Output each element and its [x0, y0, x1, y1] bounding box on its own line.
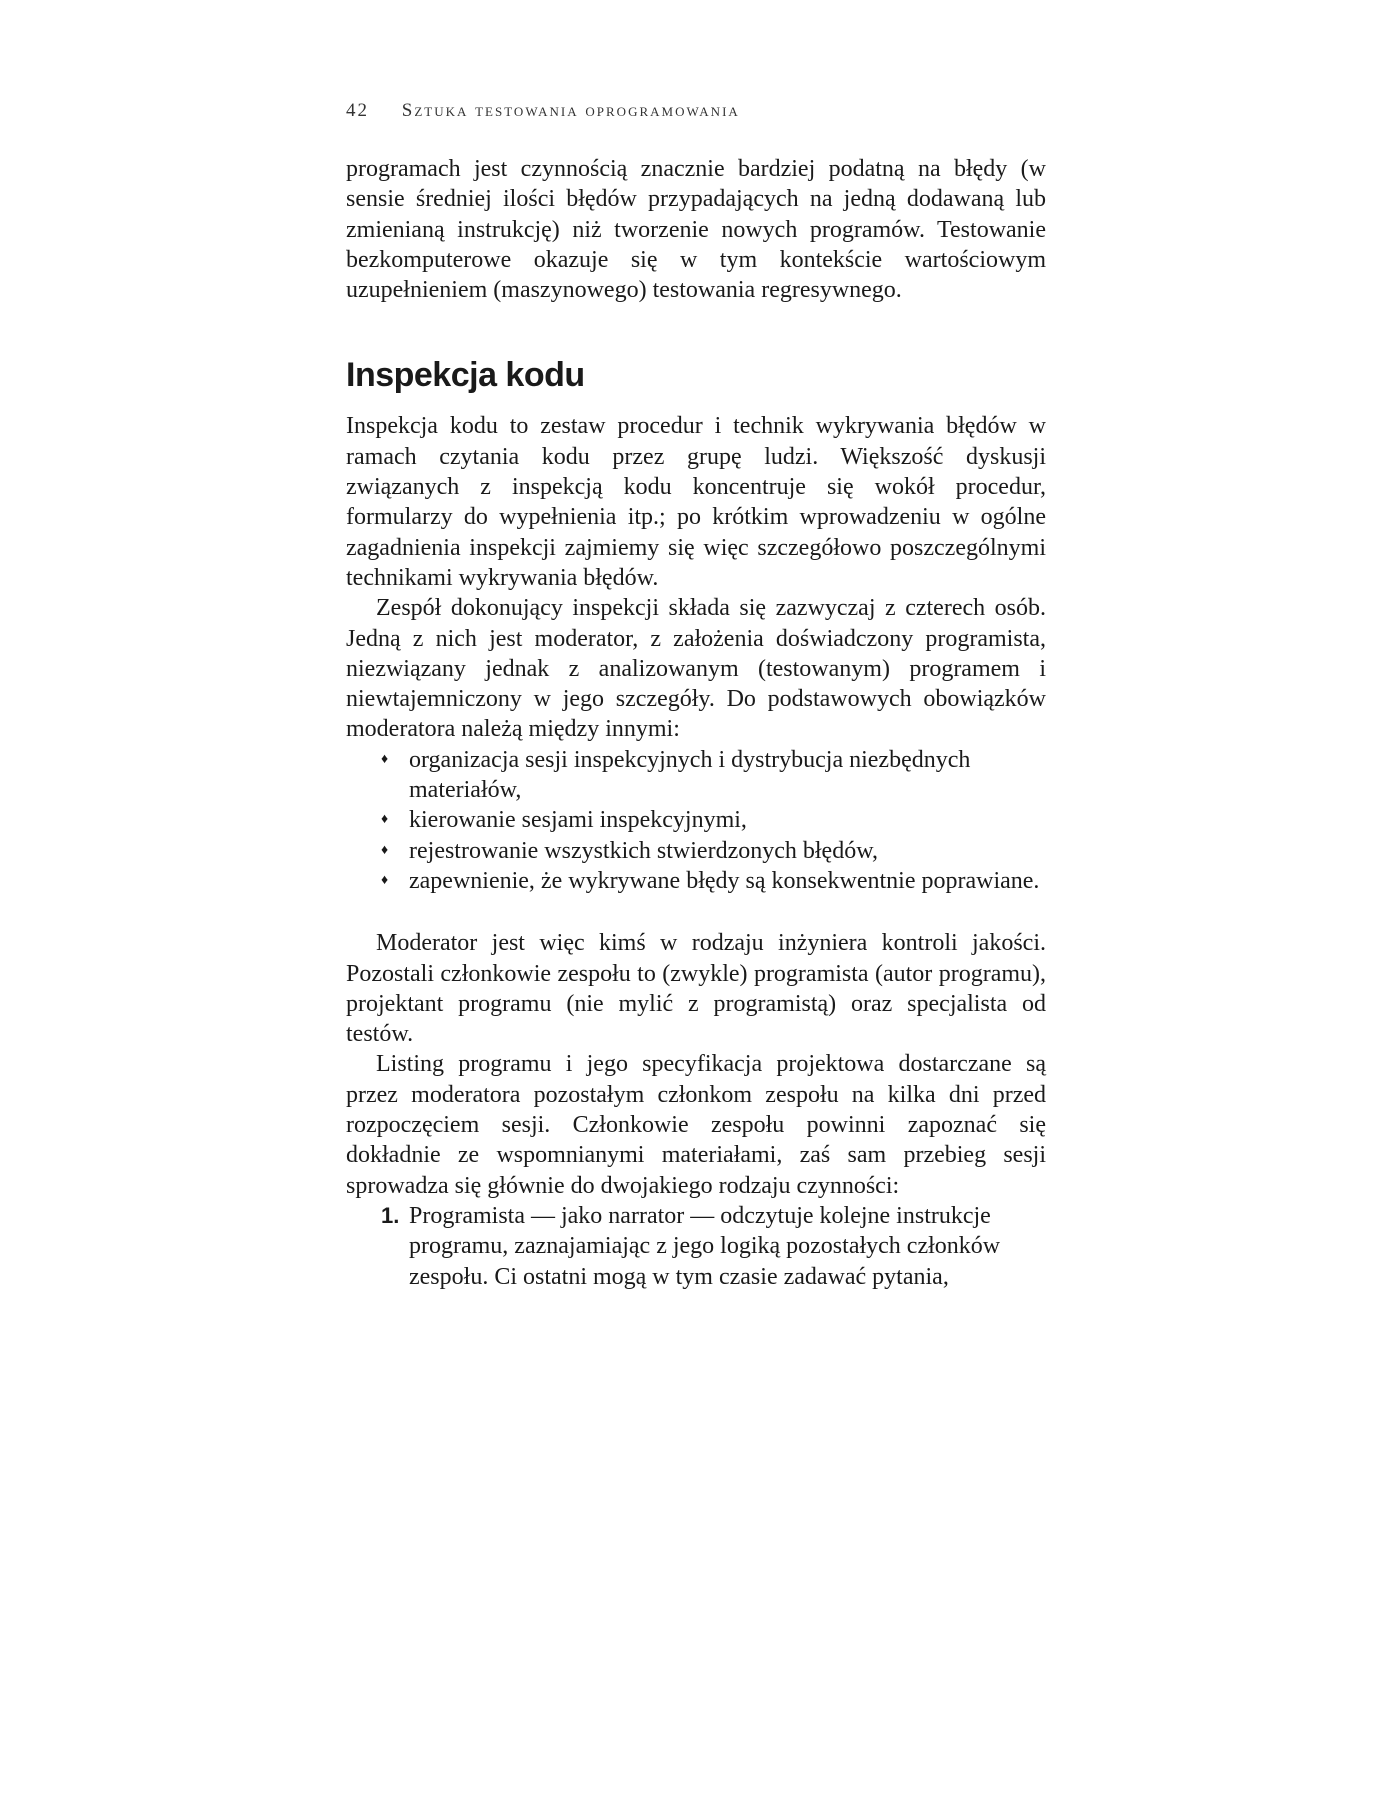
diamond-bullet-icon: ♦: [381, 872, 389, 888]
list-item: [381, 866, 1046, 896]
list-item: [381, 1201, 1046, 1292]
section-heading: Inspekcja kodu: [346, 356, 585, 395]
running-head: [346, 98, 1046, 124]
list-item-text: kierowanie sesjami inspekcyjnymi,: [409, 807, 747, 834]
paragraph-definition: Inspekcja kodu to zestaw procedur i technik wykrywania błędów w ramach czytania kodu przez grupę ludzi. Większość dyskusji związanych z inspekcją kodu koncentruje się wokół procedur, formularzy do wypełnienia itp.; po krótkim wprowadzeniu w ogólne zagadnienia inspekcji zajmiemy się więc szczegółowo poszczególnymi technikami wykrywania błędów.: [346, 413, 1046, 591]
diamond-bullet-icon: ♦: [381, 751, 389, 767]
list-item-text: Programista — jako narrator — odczytuje kolejne instrukcje programu, zaznajamiając z jego logiką pozostałych członków zespołu. Ci ostatni mogą w tym czasie zadawać pytania,: [409, 1202, 1001, 1290]
body-text: [346, 154, 1046, 1292]
session-activities-list: [346, 1201, 1046, 1292]
book-title: Sztuka testowania oprogramowania: [401, 100, 740, 121]
list-item: [381, 836, 1046, 866]
paragraph-listing: Listing programu i jego specyfikacja projektowa dostarczane są przez moderatora pozostałym członkom zespołu na kilka dni przed rozpoczęciem sesji. Członkowie zespołu powinni zapoznać się dokładnie ze wspomnianymi materiałami, zaś sam przebieg sesji sprowadza się głównie do dwojakiego rodzaju czynności:: [346, 1051, 1046, 1199]
diamond-bullet-icon: ♦: [381, 842, 389, 858]
intro-paragraph: programach jest czynnością znacznie bardziej podatną na błędy (w sensie średniej ilości błędów przypadających na jedną dodawaną lub zmienianą instrukcję) niż tworzenie nowych programów. Testowanie bezkomputerowe okazuje się w tym kontekście wartościowym uzupełnieniem (maszynowego) testowania regresywnego.: [346, 156, 1046, 304]
list-item-text: rejestrowanie wszystkich stwierdzonych błędów,: [409, 837, 878, 864]
list-item-text: organizacja sesji inspekcyjnych i dystrybucja niezbędnych materiałów,: [409, 746, 971, 804]
list-number: 1.: [381, 1202, 400, 1228]
paragraph-team: Zespół dokonujący inspekcji składa się zazwyczaj z czterech osób. Jedną z nich jest moderator, z założenia doświadczony programista, niezwiązany jednak z analizowanym (testowanym) programem i niewtajemniczony w jego szczegóły. Do podstawowych obowiązków moderatora należą między innymi:: [346, 595, 1046, 743]
list-item: [381, 805, 1046, 835]
diamond-bullet-icon: ♦: [381, 812, 389, 828]
list-item: [381, 745, 1046, 806]
moderator-duties-list: [346, 745, 1046, 896]
paragraph-moderator: Moderator jest więc kimś w rodzaju inżyniera kontroli jakości. Pozostali członkowie zespołu to (zwykle) programista (autor programu), projektant programu (nie mylić z programistą) oraz specjalista od testów.: [346, 930, 1046, 1048]
page-number: 42: [346, 100, 369, 121]
list-item-text: zapewnienie, że wykrywane błędy są konsekwentnie poprawiane.: [409, 867, 1040, 894]
book-page: [346, 98, 1046, 1292]
